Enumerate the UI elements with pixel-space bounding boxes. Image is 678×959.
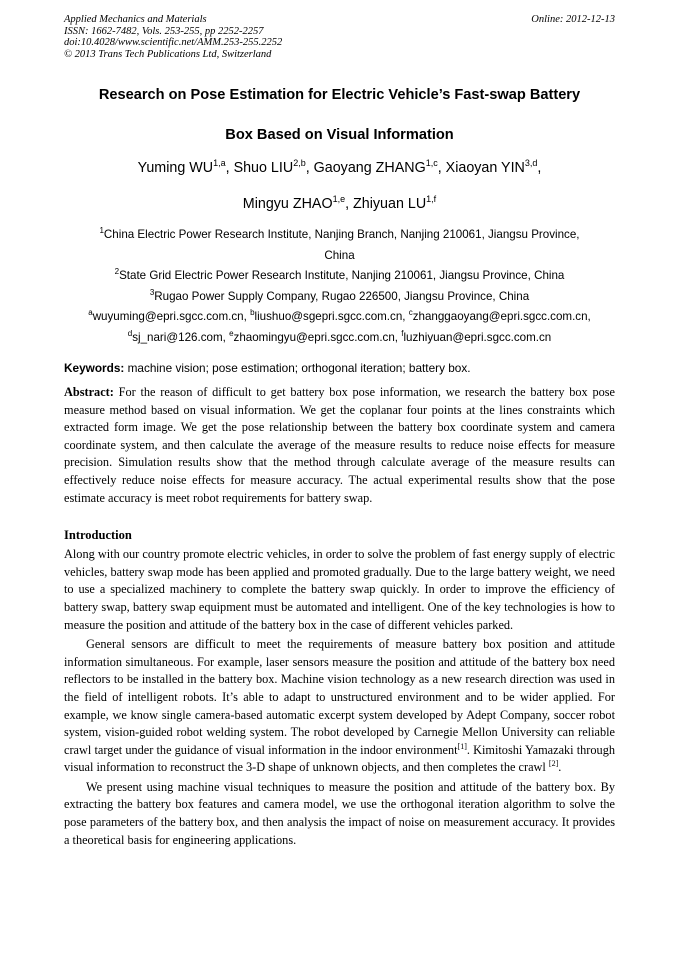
author-sup: 1,e — [332, 194, 346, 205]
online-date: Online: 2012-12-13 — [531, 14, 615, 25]
citation-ref[interactable]: [1] — [457, 741, 467, 751]
journal-header — [64, 14, 615, 60]
author-line-2: Mingyu ZHAO$^{1,e}$, Zhiyuan LU$^{1,f}$ — [242, 194, 437, 212]
author-list — [64, 150, 615, 222]
copyright-line: © 2013 Trans Tech Publications Ltd, Switzerland — [64, 48, 272, 60]
abstract — [64, 384, 615, 507]
affiliation-1-cont: China — [324, 248, 355, 262]
keywords — [64, 360, 615, 376]
doi-line: doi:10.4028/www.scientific.net/AMM.253-255.2252 — [64, 37, 283, 48]
email-link[interactable]: wuyuming@epri.sgcc.com.cn, — [92, 310, 251, 323]
journal-info — [64, 14, 282, 60]
author-sup: 2,b — [293, 158, 306, 169]
author-name: Mingyu ZHAO — [242, 196, 333, 212]
author-sup: 1,c — [425, 158, 438, 169]
author-name: Xiaoyan YIN — [445, 160, 525, 176]
issn-line: ISSN: 1662-7482, Vols. 253-255, pp 2252-2257 — [64, 25, 264, 37]
author-name: Shuo LIU — [233, 160, 294, 176]
email-link[interactable]: liushuo@sgepri.sgcc.com.cn, — [254, 310, 409, 323]
introduction-heading: Introduction — [64, 528, 132, 543]
title-line-1: Research on Pose Estimation for Electric Vehicle’s Fast-swap Battery — [98, 87, 581, 103]
abstract-label: Abstract: — [64, 385, 114, 399]
title-line-2: Box Based on Visual Information — [225, 127, 454, 143]
intro-paragraph-1: Along with our country promote electric vehicles, in order to solve the problem of fast energy supply of electric vehicles, battery swap mode has been applied and promoted gradually. Due to the large battery weight, we need to use a specialized machinery to complete the battery swap quickly. In order to improve the efficiency of battery swap, battery swap equipment must be automated and intelligent. One of the key technologies is how to measure the position and attitude of the battery box in the case of different vehicles parked. — [64, 547, 615, 632]
citation-ref[interactable]: [2] — [548, 759, 559, 769]
author-sup: 1,f — [426, 194, 437, 205]
email-link[interactable]: luzhiyuan@epri.sgcc.com.cn — [403, 330, 552, 344]
affiliation-3: $^3$Rugao Power Supply Company, Rugao 226500, Jiangsu Province, China — [149, 287, 530, 303]
keywords-text: machine vision; pose estimation; orthogonal iteration; battery box. — [124, 361, 471, 375]
email-line-2: $^d$sj_nari@126.com, $^e$zhaomingyu@epri.sgcc.com.cn, $^f$luzhiyuan@epri.sgcc.com.cn — [127, 328, 552, 344]
email-link[interactable]: sj_nari@126.com, — [132, 330, 230, 344]
affiliation-2: $^2$State Grid Electric Power Research Institute, Nanjing 210061, Jiangsu Province, China — [114, 267, 565, 282]
email-line-1: $^a$wuyuming@epri.sgcc.com.cn, $^b$liushuo@sgepri.sgcc.com.cn, $^c$zhanggaoyang@epri.sgcc.com.cn, — [88, 308, 591, 323]
affiliations — [64, 225, 615, 348]
email-link[interactable]: zhaomingyu@epri.sgcc.com.cn, — [233, 330, 402, 344]
abstract-text: For the reason of difficult to get battery box pose information, we research the battery box pose measure method based on visual information. We get the coplanar four points at the lines constraints which extracted form image. We get the pose relationship between the battery box coordinate system and camera coordinate system, and then calculate the average of the measure results to reduce noise effects for measure precision. Simulation results show that the method through calculate average of the measure results can effectively reduce noise effects for measure accuracy. The actual experimental results show that the pose estimate accuracy is meet robot requirements for battery swap. — [64, 385, 615, 505]
intro-paragraph-2: General sensors are difficult to meet the requirements of measure battery box position and attitude information simultaneous. For example, laser sensors measure the position and attitude of the battery box need reflectors to be installed in the battery box. Machine vision technology as a new research direction was used in the field of intelligent robots. It’s able to adapt to unstructured environment and to be wider applied. For example, we know single camera-based automatic excerpt system developed by Adept Company, soccer robot system, vision-guided robot welding system. The robot developed by Carnegie Mellon University can reliable crawl target under the guidance of visual information in the indoor environment[1]. Kimitoshi Yamazaki through visual information to reconstruct the 3-D shape of unknown objects, and then completes the crawl [2]. — [64, 637, 615, 775]
author-sup: 3,d — [524, 158, 538, 169]
author-name: Zhiyuan LU — [353, 196, 427, 212]
keywords-label: Keywords: — [64, 361, 125, 375]
author-line-1: Yuming WU$^{1,a}$, Shuo LIU$^{2,b}$, Gaoyang ZHANG$^{1,c}$, Xiaoyan YIN$^{3,d}$, — [137, 158, 542, 176]
journal-name: Applied Mechanics and Materials — [64, 14, 207, 25]
author-sup: 1,a — [213, 158, 226, 169]
intro-paragraph-3: We present using machine visual techniques to measure the position and attitude of the battery box. By extracting the battery box features and camera model, we use the orthogonal iteration algorithm to solve the pose parameters of the battery box, and then analysis the impact of noise on measurement accuracy. It provides a theoretical basis for engineering applications. — [64, 779, 615, 847]
email-link[interactable]: zhanggaoyang@epri.sgcc.com.cn, — [412, 310, 591, 323]
paper-page — [64, 14, 615, 849]
author-name: Yuming WU — [137, 160, 214, 176]
author-name: Gaoyang ZHANG — [313, 160, 426, 176]
paper-title — [64, 75, 615, 155]
affiliation-1: $^1$China Electric Power Research Institute, Nanjing Branch, Nanjing 210061, Jiangsu Province, — [99, 226, 580, 241]
